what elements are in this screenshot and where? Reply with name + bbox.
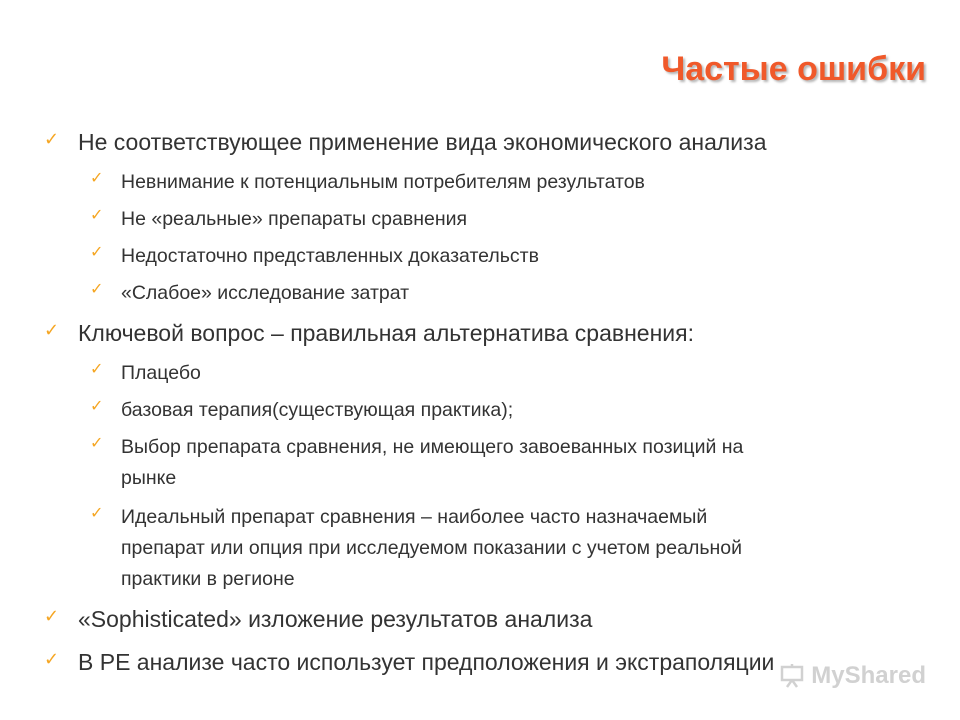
bullet-text: Не «реальные» препараты сравнения xyxy=(121,208,468,230)
check-icon: ✓ xyxy=(90,396,104,415)
bullet-text: Невнимание к потенциальным потребителям результатов xyxy=(121,171,645,193)
sub-bullet-item xyxy=(90,167,645,198)
check-icon: ✓ xyxy=(90,279,104,298)
bullet-item xyxy=(44,127,767,157)
sub-bullet-item xyxy=(90,204,468,235)
bullet-text-line: практики в регионе xyxy=(121,568,295,590)
bullet-item xyxy=(44,647,775,677)
bullet-text xyxy=(121,432,743,494)
check-icon: ✓ xyxy=(90,433,104,452)
bullet-text: Не соответствующее применение вида экономического анализа xyxy=(78,129,767,155)
bullet-text: Ключевой вопрос – правильная альтернатива сравнения: xyxy=(78,320,694,346)
bullet-text: Плацебо xyxy=(121,362,201,384)
check-icon: ✓ xyxy=(90,168,104,187)
presentation-board-icon xyxy=(779,663,805,689)
watermark xyxy=(779,662,926,690)
bullet-text-line: Выбор препарата сравнения, не имеющего завоеванных позиций на xyxy=(121,436,744,458)
sub-bullet-item xyxy=(90,278,410,309)
sub-bullet-item xyxy=(90,241,539,272)
check-icon: ✓ xyxy=(44,320,60,341)
sub-bullet-item xyxy=(90,502,743,595)
bullet-item xyxy=(44,604,593,634)
check-icon: ✓ xyxy=(90,503,104,522)
bullet-text: В РЕ анализе часто использует предположения и экстраполяции xyxy=(78,649,775,675)
bullet-text: «Sophisticated» изложение результатов анализа xyxy=(78,606,593,632)
sub-bullet-item xyxy=(90,432,744,494)
check-icon: ✓ xyxy=(90,359,104,378)
bullet-text: «Слабое» исследование затрат xyxy=(121,282,410,304)
watermark-text: MyShared xyxy=(811,662,926,689)
check-icon: ✓ xyxy=(44,129,60,150)
bullet-text: базовая терапия(существующая практика); xyxy=(121,399,514,421)
slide-title: Частые ошибки xyxy=(661,50,926,88)
bullet-text: Недостаточно представленных доказательств xyxy=(121,245,539,267)
bullet-text-line: рынке xyxy=(121,467,177,489)
check-icon: ✓ xyxy=(44,606,60,627)
bullet-item xyxy=(44,318,694,348)
bullet-text xyxy=(121,502,742,595)
check-icon: ✓ xyxy=(44,649,60,670)
check-icon: ✓ xyxy=(90,205,104,224)
bullet-text-line: препарат или опция при исследуемом показании с учетом реальной xyxy=(121,537,743,559)
check-icon: ✓ xyxy=(90,242,104,261)
sub-bullet-item xyxy=(90,358,201,389)
bullet-text-line: Идеальный препарат сравнения – наиболее часто назначаемый xyxy=(121,506,708,528)
sub-bullet-item xyxy=(90,395,514,426)
